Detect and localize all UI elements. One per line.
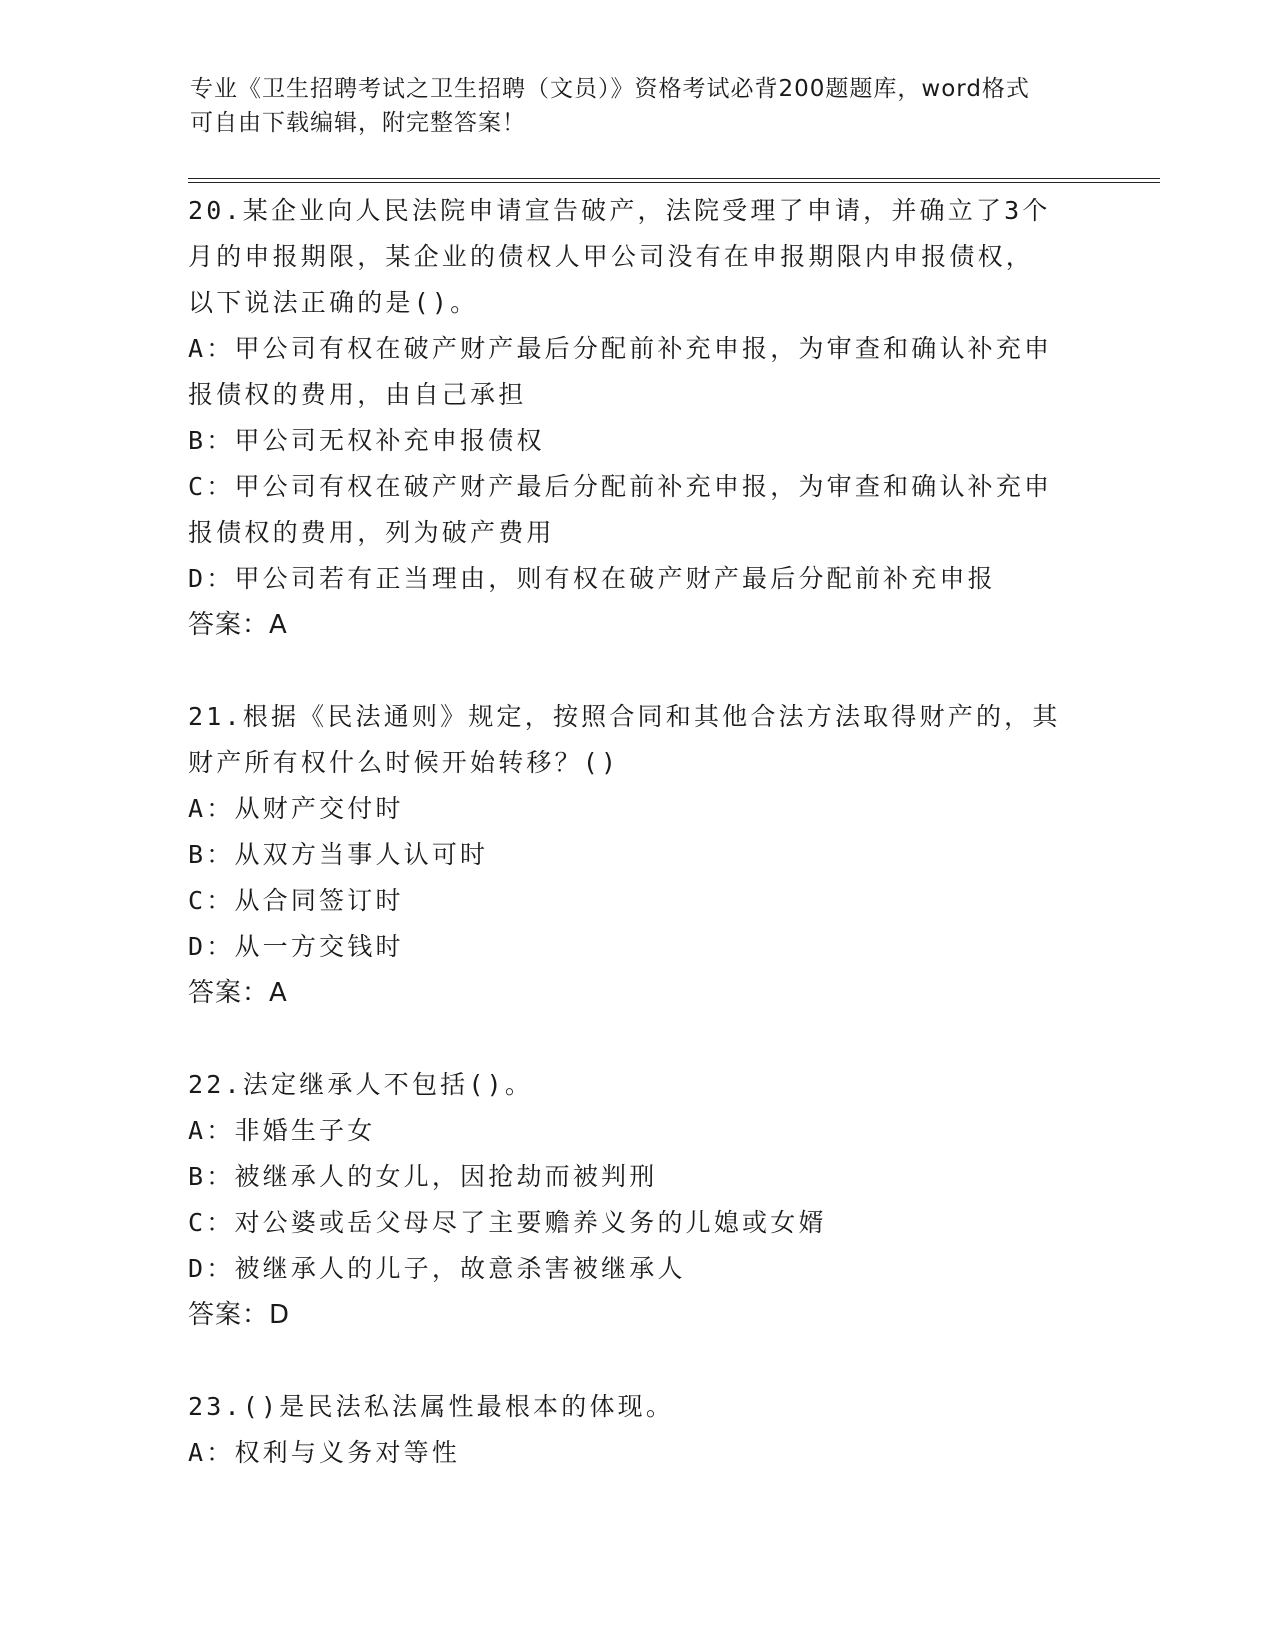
answer-label: 答案：A [188,978,288,1008]
option-c-line: C：对公婆或岳父母尽了主要赡养义务的儿媳或女婿 [188,1208,827,1237]
question-20 [188,188,1088,648]
question-stem-line: 21.根据《民法通则》规定，按照合同和其他合法方法取得财产的，其 [188,702,1061,731]
option-a-line: A：权利与义务对等性 [188,1438,461,1467]
question-stem-line: 20.某企业向人民法院申请宣告破产，法院受理了申请，并确立了3个 [188,196,1051,225]
question-23 [188,1384,1088,1476]
question-stem-line: 财产所有权什么时候开始转移？() [188,748,620,777]
option-d-line: D：甲公司若有正当理由，则有权在破产财产最后分配前补充申报 [188,564,996,593]
option-c-line: C：甲公司有权在破产财产最后分配前补充申报，为审查和确认补充申 [188,472,1053,501]
question-stem-line: 以下说法正确的是()。 [188,288,479,317]
option-a-line: A：非婚生子女 [188,1116,376,1145]
option-a-line: 报债权的费用，由自己承担 [188,380,527,409]
answer-label: 答案：D [188,1300,291,1330]
option-b-line: B：甲公司无权补充申报债权 [188,426,545,455]
option-d-line: D：从一方交钱时 [188,932,404,961]
question-stem-line: 月的申报期限，某企业的债权人甲公司没有在申报期限内申报债权， [188,242,1035,271]
option-c-line: 报债权的费用，列为破产费用 [188,518,555,547]
option-d-line: D：被继承人的儿子，故意杀害被继承人 [188,1254,686,1283]
option-a-line: A：甲公司有权在破产财产最后分配前补充申报，为审查和确认补充申 [188,334,1053,363]
question-stem-line: 23.()是民法私法属性最根本的体现。 [188,1392,675,1421]
question-22 [188,1062,1088,1338]
answer-label: 答案：A [188,610,288,640]
option-b-line: B：被继承人的女儿，因抢劫而被判刑 [188,1162,658,1191]
question-stem-line: 22.法定继承人不包括()。 [188,1070,534,1099]
header-line-1: 专业《卫生招聘考试之卫生招聘（文员）》资格考试必背200题题库，word格式 [190,76,1030,102]
question-21 [188,694,1088,1016]
question-list [188,188,1088,1522]
option-b-line: B：从双方当事人认可时 [188,840,489,869]
option-a-line: A：从财产交付时 [188,794,404,823]
header-line-2: 可自由下载编辑，附完整答案！ [190,110,526,136]
document-header [190,72,1090,140]
option-c-line: C：从合同签订时 [188,886,404,915]
header-divider [188,178,1160,183]
